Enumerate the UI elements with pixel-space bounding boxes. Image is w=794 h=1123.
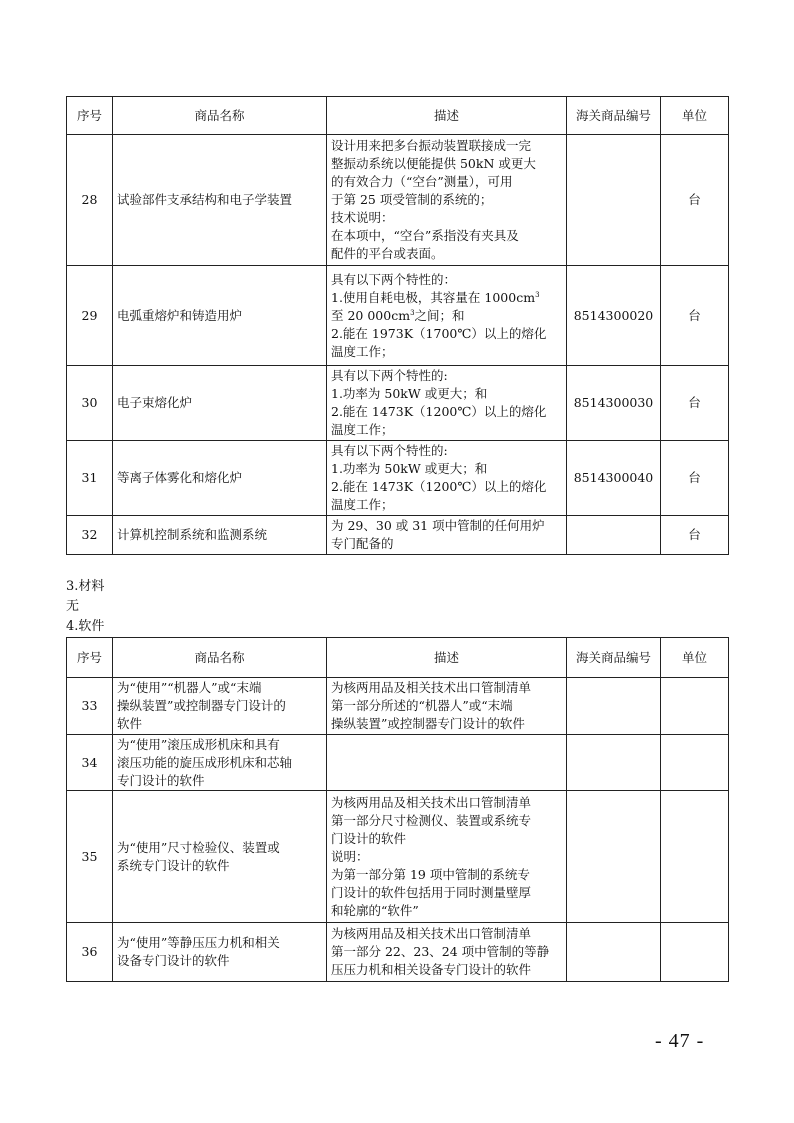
desc-line: 技术说明： [331,210,394,225]
header-unit: 单位 [661,97,729,135]
name-line: 软件 [117,716,143,731]
row-name [113,735,327,791]
desc-line: 2.能在 1473K（1200℃）以上的熔化 [331,404,547,419]
header-name: 商品名称 [113,97,327,135]
row-unit [661,791,729,923]
row-code [567,516,661,555]
row-seq: 29 [67,266,113,366]
desc-text: 1.使用自耗电极，其容量在 1000cm [331,289,536,305]
row-code: 8514300020 [567,266,661,366]
desc-line: 在本项中，“空台”系指没有夹具及 [331,228,519,243]
page-number: - 47 - [655,1030,705,1052]
row-name [113,791,327,923]
row-desc [327,366,567,441]
row-code [567,791,661,923]
table-row [67,266,729,366]
row-desc [327,266,567,366]
desc-line: 设计用来把多台振动装置联接成一完 [331,138,532,153]
row-unit: 台 [661,266,729,366]
row-unit [661,923,729,982]
section-heading-software: 4.软件 [66,619,105,634]
row-seq: 30 [67,366,113,441]
row-name [113,678,327,735]
name-line: 专门设计的软件 [117,772,205,788]
row-seq: 31 [67,441,113,516]
table-row [67,366,729,441]
header-desc: 描述 [327,638,567,678]
desc-text: 至 20 000cm [331,307,411,323]
desc-line: 1.功率为 50kW 或更大；和 [331,461,488,476]
name-line: 系统专门设计的软件 [117,857,230,873]
header-code: 海关商品编号 [567,97,661,135]
superscript: 3 [410,308,415,317]
row-code [567,735,661,791]
desc-line: 操纵装置”或控制器专门设计的软件 [331,716,525,731]
row-seq: 35 [67,791,113,923]
table-row [67,441,729,516]
desc-line: 为第一部分第 19 项中管制的系统专 [331,866,530,882]
row-seq: 36 [67,923,113,982]
row-unit [661,735,729,791]
desc-line: 1.功率为 50kW 或更大；和 [331,386,488,401]
header-name: 商品名称 [113,638,327,678]
desc-line: 配件的平台或表面。 [331,246,444,261]
desc-text: 之间；和 [414,307,465,323]
desc-line: 为核两用品及相关技术出口管制清单 [331,794,532,810]
desc-line: 第一部分 22、23、24 项中管制的等静 [331,944,550,959]
row-name: 等离子体雾化和熔化炉 [113,441,327,516]
equipment-table [66,96,729,555]
desc-line: 2.能在 1973K（1700℃）以上的熔化 [331,325,547,341]
desc-line: 专门配备的 [331,536,394,551]
desc-line: 为核两用品及相关技术出口管制清单 [331,680,532,695]
row-desc [327,441,567,516]
row-desc [327,678,567,735]
desc-line: 为 29、30 或 31 项中管制的任何用炉 [331,518,545,533]
section-heading-materials: 3.材料 [66,579,105,594]
header-seq: 序号 [67,638,113,678]
desc-line: 为核两用品及相关技术出口管制清单 [331,926,532,941]
name-line: 设备专门设计的软件 [117,953,230,968]
desc-line [331,289,562,307]
row-name: 计算机控制系统和监测系统 [113,516,327,555]
name-line: 为“使用”滚压成形机床和具有 [117,736,280,752]
name-line: 为“使用”尺寸检验仪、装置或 [117,839,280,855]
row-name: 电弧重熔炉和铸造用炉 [113,266,327,366]
desc-line: 于第 25 项受管制的系统的； [331,192,493,207]
row-desc [327,923,567,982]
row-desc [327,735,567,791]
desc-line: 温度工作； [331,497,394,512]
table-header-row [67,638,729,678]
desc-line: 第一部分所述的“机器人”或“末端 [331,698,513,713]
row-seq: 34 [67,735,113,791]
desc-line: 整振动系统以便能提供 50kN 或更大 [331,156,536,171]
row-name [113,923,327,982]
row-name: 电子束熔化炉 [113,366,327,441]
header-seq: 序号 [67,97,113,135]
row-unit: 台 [661,366,729,441]
desc-line: 具有以下两个特性的: [331,443,448,458]
row-code [567,678,661,735]
row-seq: 33 [67,678,113,735]
desc-line: 压压力机和相关设备专门设计的软件 [331,962,532,977]
table-row [67,135,729,266]
table-row [67,791,729,923]
name-line: 滚压功能的旋压成形机床和芯轴 [117,754,293,770]
name-line: 为“使用”等静压压力机和相关 [117,935,280,950]
header-desc: 描述 [327,97,567,135]
desc-line: 门设计的软件 [331,830,407,846]
desc-line: 温度工作； [331,422,394,437]
table-row [67,735,729,791]
desc-line: 具有以下两个特性的： [331,271,457,287]
row-code [567,135,661,266]
row-code [567,923,661,982]
software-table [66,637,729,982]
header-code: 海关商品编号 [567,638,661,678]
row-unit: 台 [661,441,729,516]
table-row [67,678,729,735]
table-row [67,516,729,555]
superscript: 3 [535,290,540,299]
desc-line: 说明： [331,848,369,864]
row-seq: 28 [67,135,113,266]
desc-line: 2.能在 1473K（1200℃）以上的熔化 [331,479,547,494]
table-row [67,923,729,982]
desc-line: 温度工作； [331,343,394,359]
row-code: 8514300030 [567,366,661,441]
row-unit [661,678,729,735]
section-none-text: 无 [66,599,80,614]
desc-line: 的有效合力（“空台”测量），可用 [331,174,513,189]
desc-line [331,307,562,325]
name-line: 为“使用”“机器人”或“末端 [117,680,262,695]
header-unit: 单位 [661,638,729,678]
row-desc [327,135,567,266]
desc-line: 门设计的软件包括用于同时测量壁厚 [331,884,532,900]
row-unit: 台 [661,135,729,266]
row-code: 8514300040 [567,441,661,516]
row-desc [327,516,567,555]
row-seq: 32 [67,516,113,555]
row-unit: 台 [661,516,729,555]
desc-line: 具有以下两个特性的: [331,368,448,383]
table-header-row [67,97,729,135]
row-desc [327,791,567,923]
name-line: 操纵装置”或控制器专门设计的 [117,698,286,713]
desc-line: 和轮廓的“软件” [331,902,419,918]
desc-line: 第一部分尺寸检测仪、装置或系统专 [331,812,532,828]
row-name: 试验部件支承结构和电子学装置 [113,135,327,266]
